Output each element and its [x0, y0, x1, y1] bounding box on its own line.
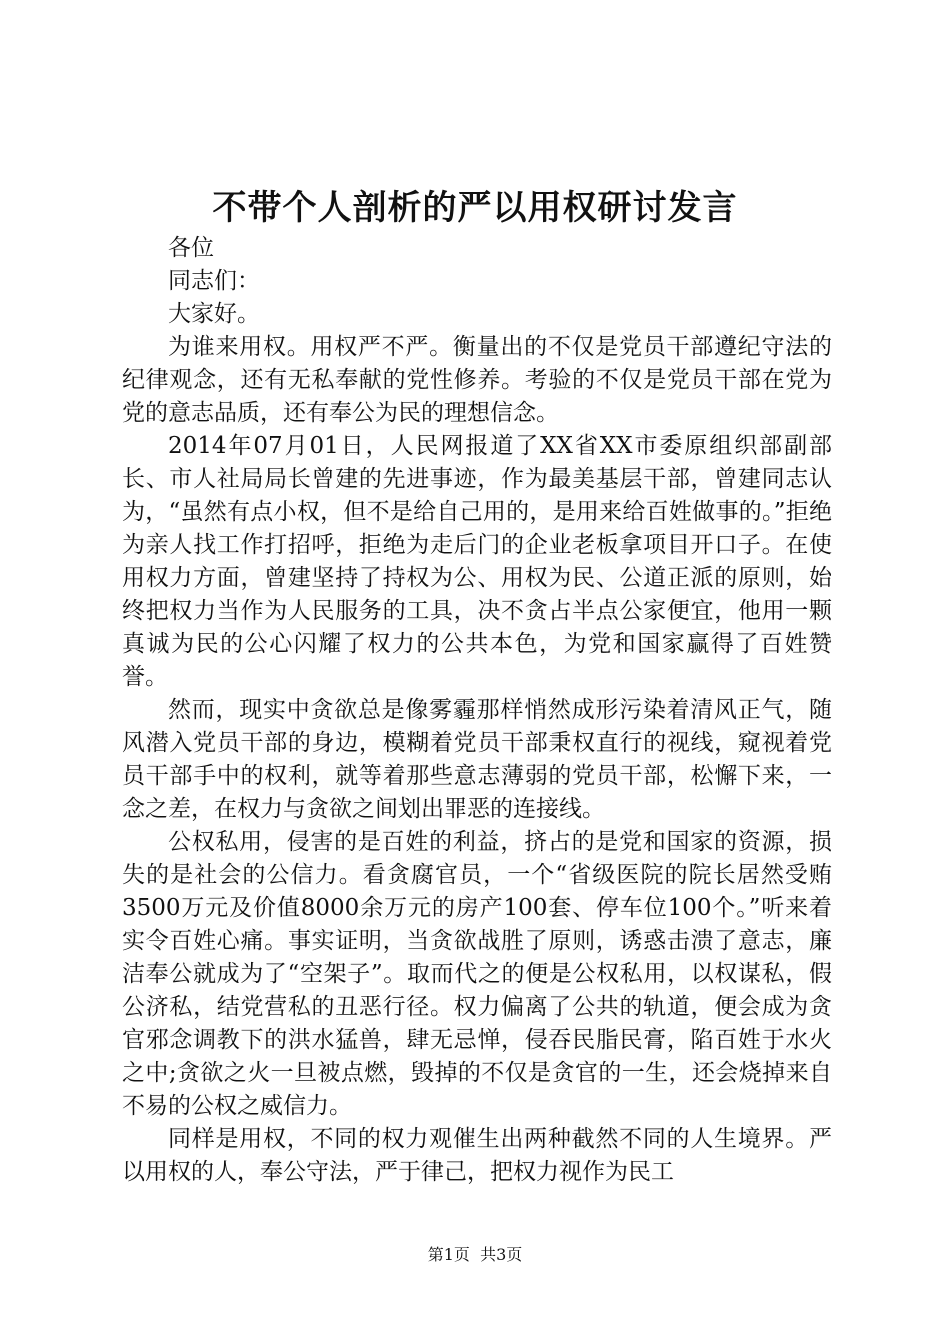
page-footer: 第1页 共3页 — [427, 1245, 523, 1264]
document-title: 不带个人剖析的严以用权研讨发言 — [212, 188, 738, 228]
paragraph: 2014年07月01日，人民网报道了XX省XX市委原组织部副部长、市人社局局长曾建的先进事迹，作为最美基层干部，曾建同志认为，“虽然有点小权，但不是给自己用的，是用来给百姓做事的。”拒绝为亲人找工作打招呼，拒绝为走后门的企业老板拿项目开口子。在使用权力方面，曾建坚持了持权为公、用权为民、公道正派的原则，始终把权力当作为人民服务的工具，决不贪占半点公家便宜，他用一颗真诚为民的公心闪耀了权力的公共本色，为党和国家赢得了百姓赞誉。 — [122, 433, 832, 690]
paragraph: 同样是用权，不同的权力观催生出两种截然不同的人生境界。严以用权的人，奉公守法，严于律己，把权力视作为民工 — [122, 1126, 832, 1185]
paragraph: 公权私用，侵害的是百姓的利益，挤占的是党和国家的资源，损失的是社会的公信力。看贪腐官员，一个“省级医院的院长居然受贿3500万元及价值8000余万元的房产100套、停车位100个。”听来着实令百姓心痛。事实证明，当贪欲战胜了原则，诱惑击溃了意志，廉洁奉公就成为了“空架子”。取而代之的便是公权私用，以权谋私，假公济私，结党营私的丑恶行径。权力偏离了公共的轨道，便会成为贪官邪念调教下的洪水猛兽，肆无忌惮，侵吞民脂民膏，陷百姓于水火之中;贪欲之火一旦被点燃，毁掉的不仅是贪官的一生，还会烧掉来自不易的公权之威信力。 — [122, 829, 832, 1119]
paragraph-greeting: 大家好。 — [168, 301, 260, 327]
paragraph: 然而，现实中贪欲总是像雾霾那样悄然成形污染着清风正气，随风潜入党员干部的身边，模糊着党员干部秉权直行的视线，窥视着党员干部手中的权利，就等着那些意志薄弱的党员干部，松懈下来，一念之差，在权力与贪欲之间划出罪恶的连接线。 — [122, 697, 832, 822]
document-body — [122, 232, 832, 1189]
paragraph: 为谁来用权。用权严不严。衡量出的不仅是党员干部遵纪守法的纪律观念，还有无私奉献的党性修养。考验的不仅是党员干部在党为党的意志品质，还有奉公为民的理想信念。 — [122, 334, 832, 426]
paragraph-salutation-2: 同志们： — [168, 268, 260, 294]
paragraph-salutation-1: 各位 — [168, 235, 214, 261]
